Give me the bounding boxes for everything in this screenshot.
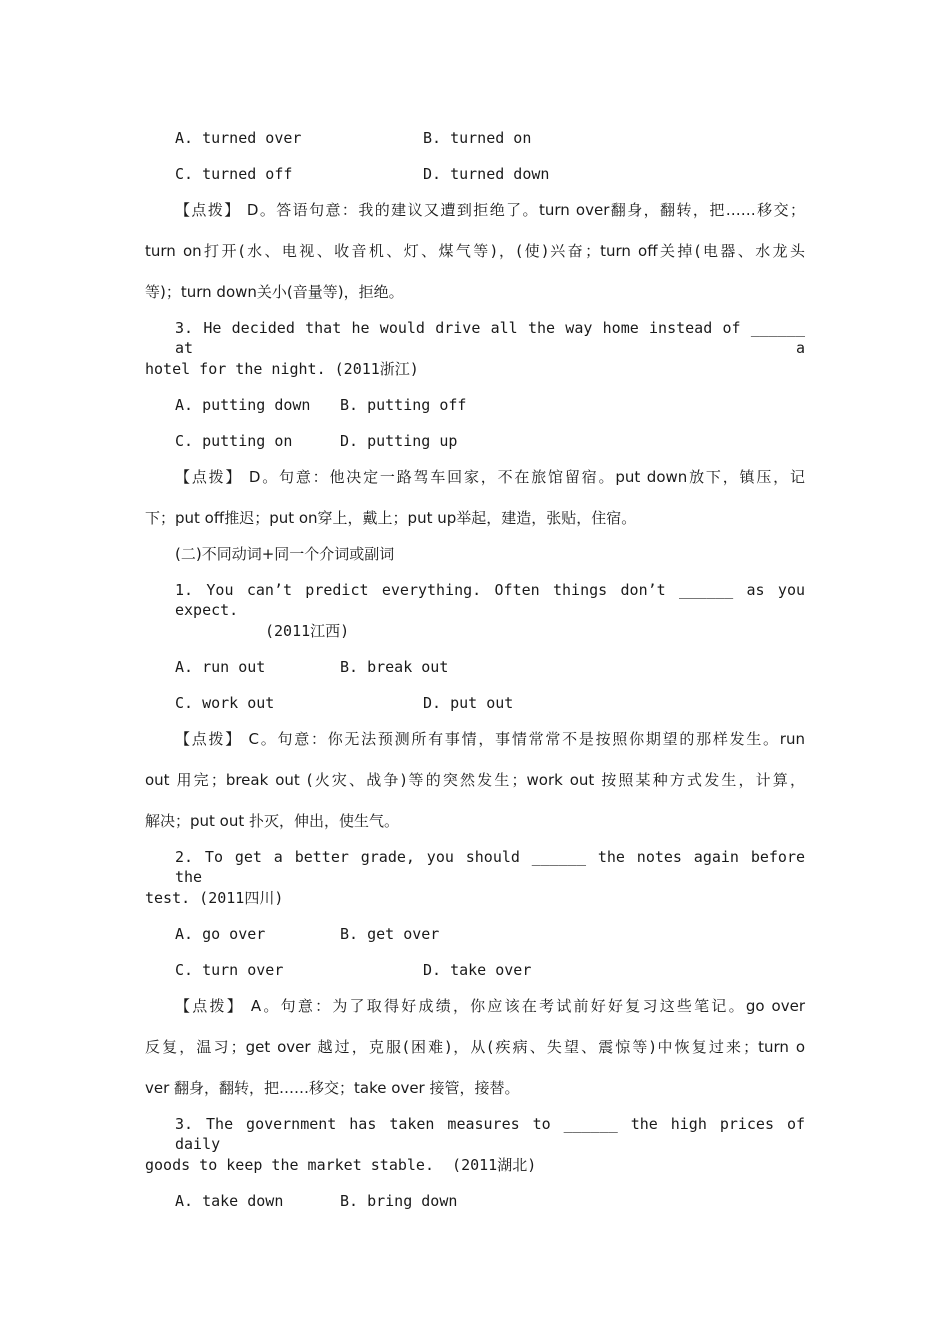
option-a: A. run out <box>175 658 266 676</box>
explanation-line: 【点拨】 C。句意：你无法预测所有事情，事情常常不是按照你期望的那样发生。run <box>175 730 805 748</box>
option-c: C. work out <box>175 694 275 712</box>
explanation-line: 解决；put out 扑灭，伸出，使生气。 <box>145 812 400 830</box>
option-a: A. turned over <box>175 129 302 147</box>
question-source: (2011江西) <box>265 622 350 640</box>
option-d: D. turned down <box>423 165 550 183</box>
option-b: B. break out <box>340 658 449 676</box>
question-stem: 3. He decided that he would drive all the way home instead of ______ at a <box>175 319 805 357</box>
explanation-line: out 用完；break out (火灾、战争)等的突然发生；work out 按照某种方式发生，计算， <box>145 771 805 789</box>
option-a: A. take down <box>175 1192 284 1210</box>
section-title: (二)不同动词+同一个介词或副词 <box>175 545 395 563</box>
question-stem: goods to keep the market stable. (2011湖北) <box>145 1156 537 1174</box>
option-c: C. putting on <box>175 432 293 450</box>
option-b: B. get over <box>340 925 440 943</box>
option-d: D. take over <box>423 961 532 979</box>
question-stem: hotel for the night. (2011浙江) <box>145 360 419 378</box>
question-stem: test. (2011四川) <box>145 889 284 907</box>
explanation-line: ver 翻身，翻转，把……移交；take over 接管，接替。 <box>145 1079 520 1097</box>
option-c: C. turn over <box>175 961 284 979</box>
option-c: C. turned off <box>175 165 293 183</box>
explanation-line: turn on打开(水、电视、收音机、灯、煤气等)，(使)兴奋；turn off关掉(电器、水龙头 <box>145 242 805 260</box>
option-b: B. bring down <box>340 1192 458 1210</box>
explanation-line: 【点拨】 D。答语句意：我的建议又遭到拒绝了。turn over翻身，翻转，把……移交； <box>175 201 805 219</box>
question-stem: 3. The government has taken measures to ______ the high prices of daily <box>175 1115 805 1153</box>
option-d: D. putting up <box>340 432 458 450</box>
option-a: A. go over <box>175 925 266 943</box>
explanation-line: 等)；turn down关小(音量等)，拒绝。 <box>145 283 404 301</box>
question-stem: 2. To get a better grade, you should ______ the notes again before the <box>175 848 805 886</box>
explanation-line: 【点拨】 A。句意：为了取得好成绩，你应该在考试前好好复习这些笔记。go over <box>175 997 805 1015</box>
question-stem: 1. You can’t predict everything. Often things don’t ______ as you expect. <box>175 581 805 619</box>
option-a: A. putting down <box>175 396 311 414</box>
option-b: B. turned on <box>423 129 532 147</box>
option-b: B. putting off <box>340 396 467 414</box>
option-d: D. put out <box>423 694 514 712</box>
explanation-line: 反复，温习；get over 越过，克服(困难)，从(疾病、失望、震惊等)中恢复过来；turn o <box>145 1038 805 1056</box>
explanation-line: 【点拨】 D。句意：他决定一路驾车回家，不在旅馆留宿。put down放下，镇压，记 <box>175 468 805 486</box>
explanation-line: 下；put off推迟；put on穿上，戴上；put up举起，建造，张贴，住宿。 <box>145 509 637 527</box>
